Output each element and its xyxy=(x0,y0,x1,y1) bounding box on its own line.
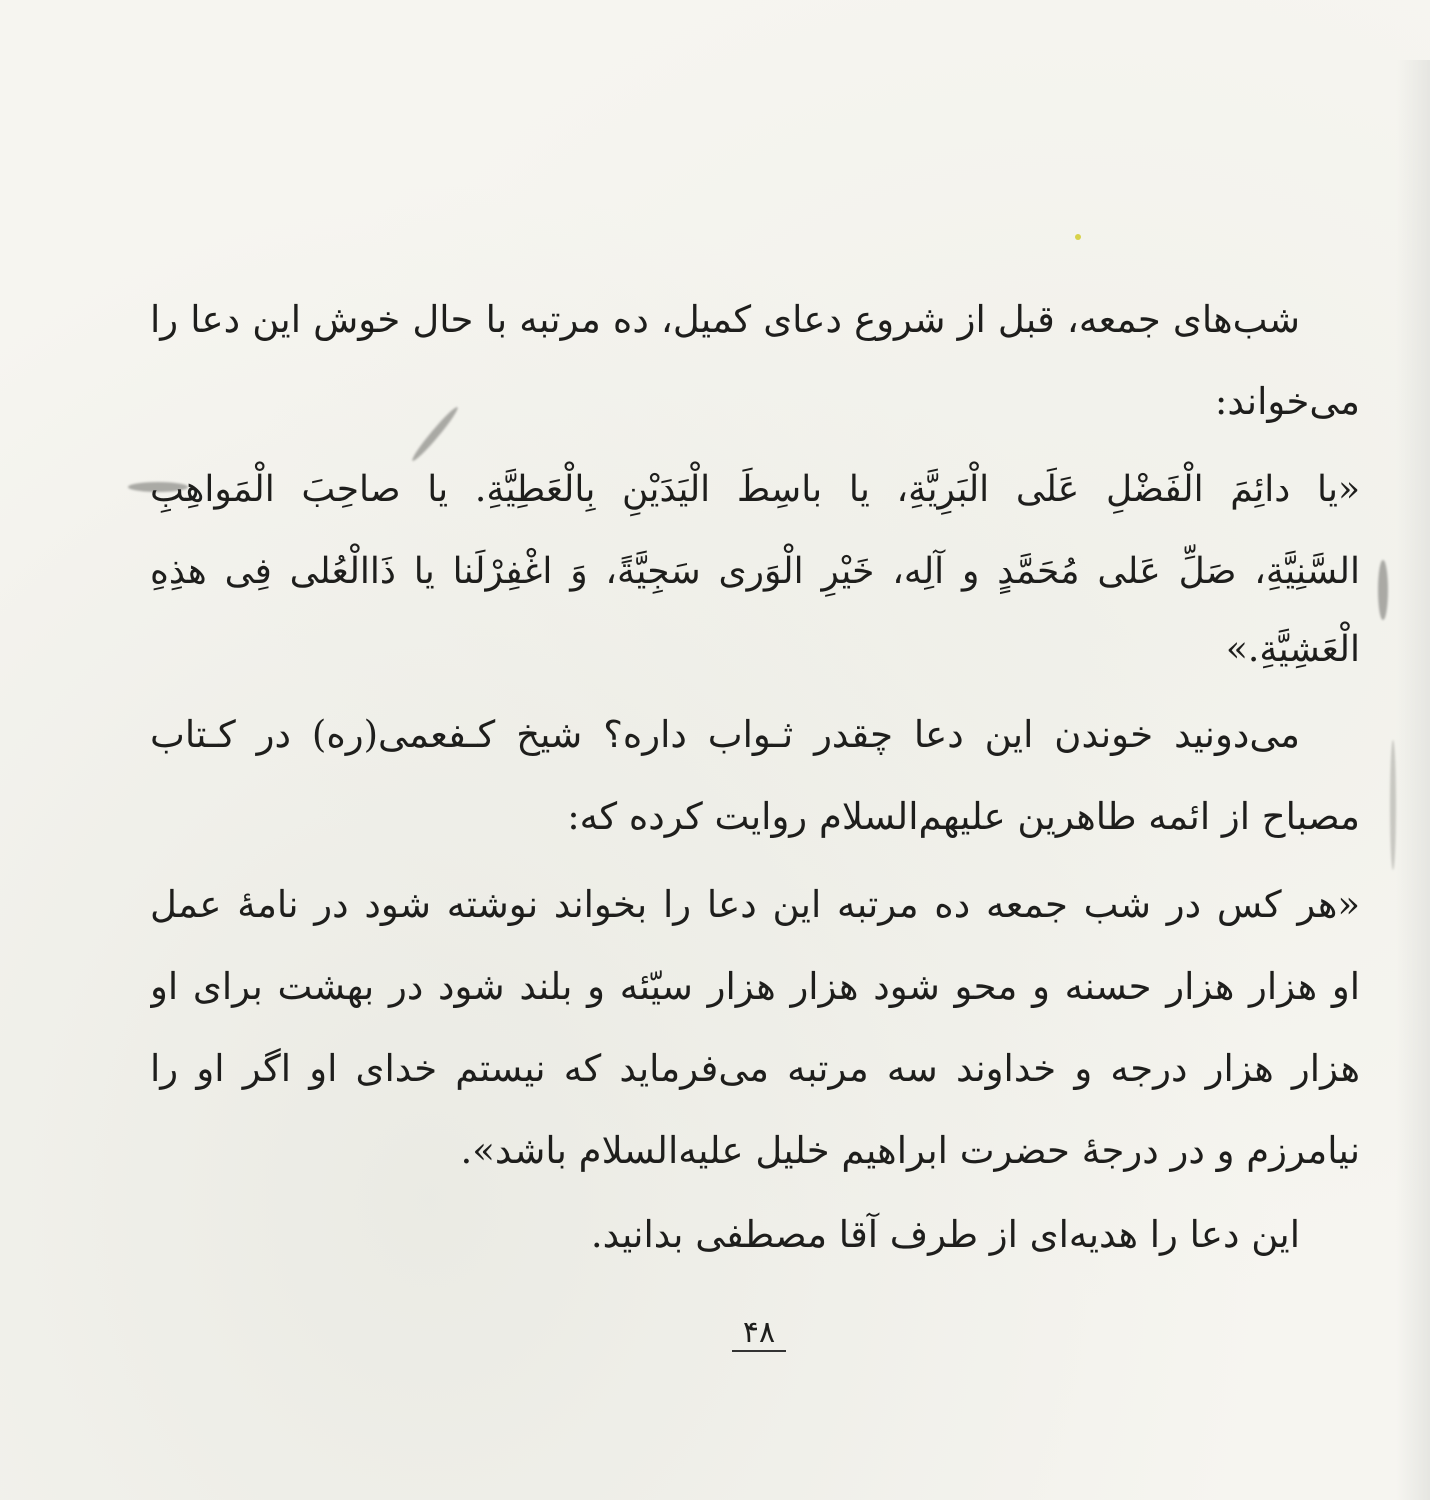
text-line: مصباح از ائمه طاهرین علیهم‌السلام روایت کرده که: xyxy=(567,795,1360,838)
quote-line: «هر کس در شب جمعه ده مرتبه این دعا را بخواند نوشته شود در نامهٔ عمل xyxy=(150,883,1360,926)
text-line: این دعا را هدیه‌ای از طرف آقا مصطفی بدانید. xyxy=(590,1213,1300,1256)
hadith-quote xyxy=(150,875,1360,1205)
quote-line: هزار هزار درجه و خداوند سه مرتبه می‌فرماید که نیستم خدای او اگر او را xyxy=(150,1047,1360,1090)
ink-dot xyxy=(1075,234,1081,240)
prayer-line: السَّنِیَّةِ، صَلِّ عَلی مُحَمَّدٍ و آلِه، خَیْرِ الْوَری سَجِیَّةً، وَ اغْفِرْلَنا یا ذَاالْعُلی فِی هذِهِ xyxy=(150,551,1360,592)
closing-note xyxy=(150,1205,1360,1275)
quote-line: نیامرزم و در درجهٔ حضرت ابراهیم خلیل علیه‌السلام باشد». xyxy=(460,1129,1360,1172)
text-line: می‌دونید خوندن این دعا چقدر ثـواب داره؟ شیخ کـفعمی(ره) در کـتاب xyxy=(150,713,1300,756)
prayer-line: «یا دائِمَ الْفَضْلِ عَلَی الْبَرِیَّةِ، یا باسِطَ الْیَدَیْنِ بِالْعَطِیَّةِ. یا صاحِبَ الْمَواهِبِ xyxy=(150,469,1360,510)
prayer-line: الْعَشِیَّةِ.» xyxy=(1225,629,1360,670)
text-line: شب‌های جمعه، قبل از شروع دعای کمیل، ده مرتبه با حال خوش این دعا را xyxy=(150,298,1300,341)
quote-line: او هزار هزار حسنه و محو شود هزار هزار سیّئه و بلند شود در بهشت برای او xyxy=(150,965,1360,1008)
text-line: می‌خواند: xyxy=(1214,380,1360,423)
paragraph-intro xyxy=(150,290,1360,423)
paragraph-reward xyxy=(150,705,1360,855)
page-edge-shadow xyxy=(1396,60,1430,1500)
scan-smudge xyxy=(1390,740,1396,870)
prayer-text xyxy=(150,450,1360,690)
page-number: ۴۸ xyxy=(732,1316,786,1352)
scan-smudge xyxy=(1378,560,1388,620)
